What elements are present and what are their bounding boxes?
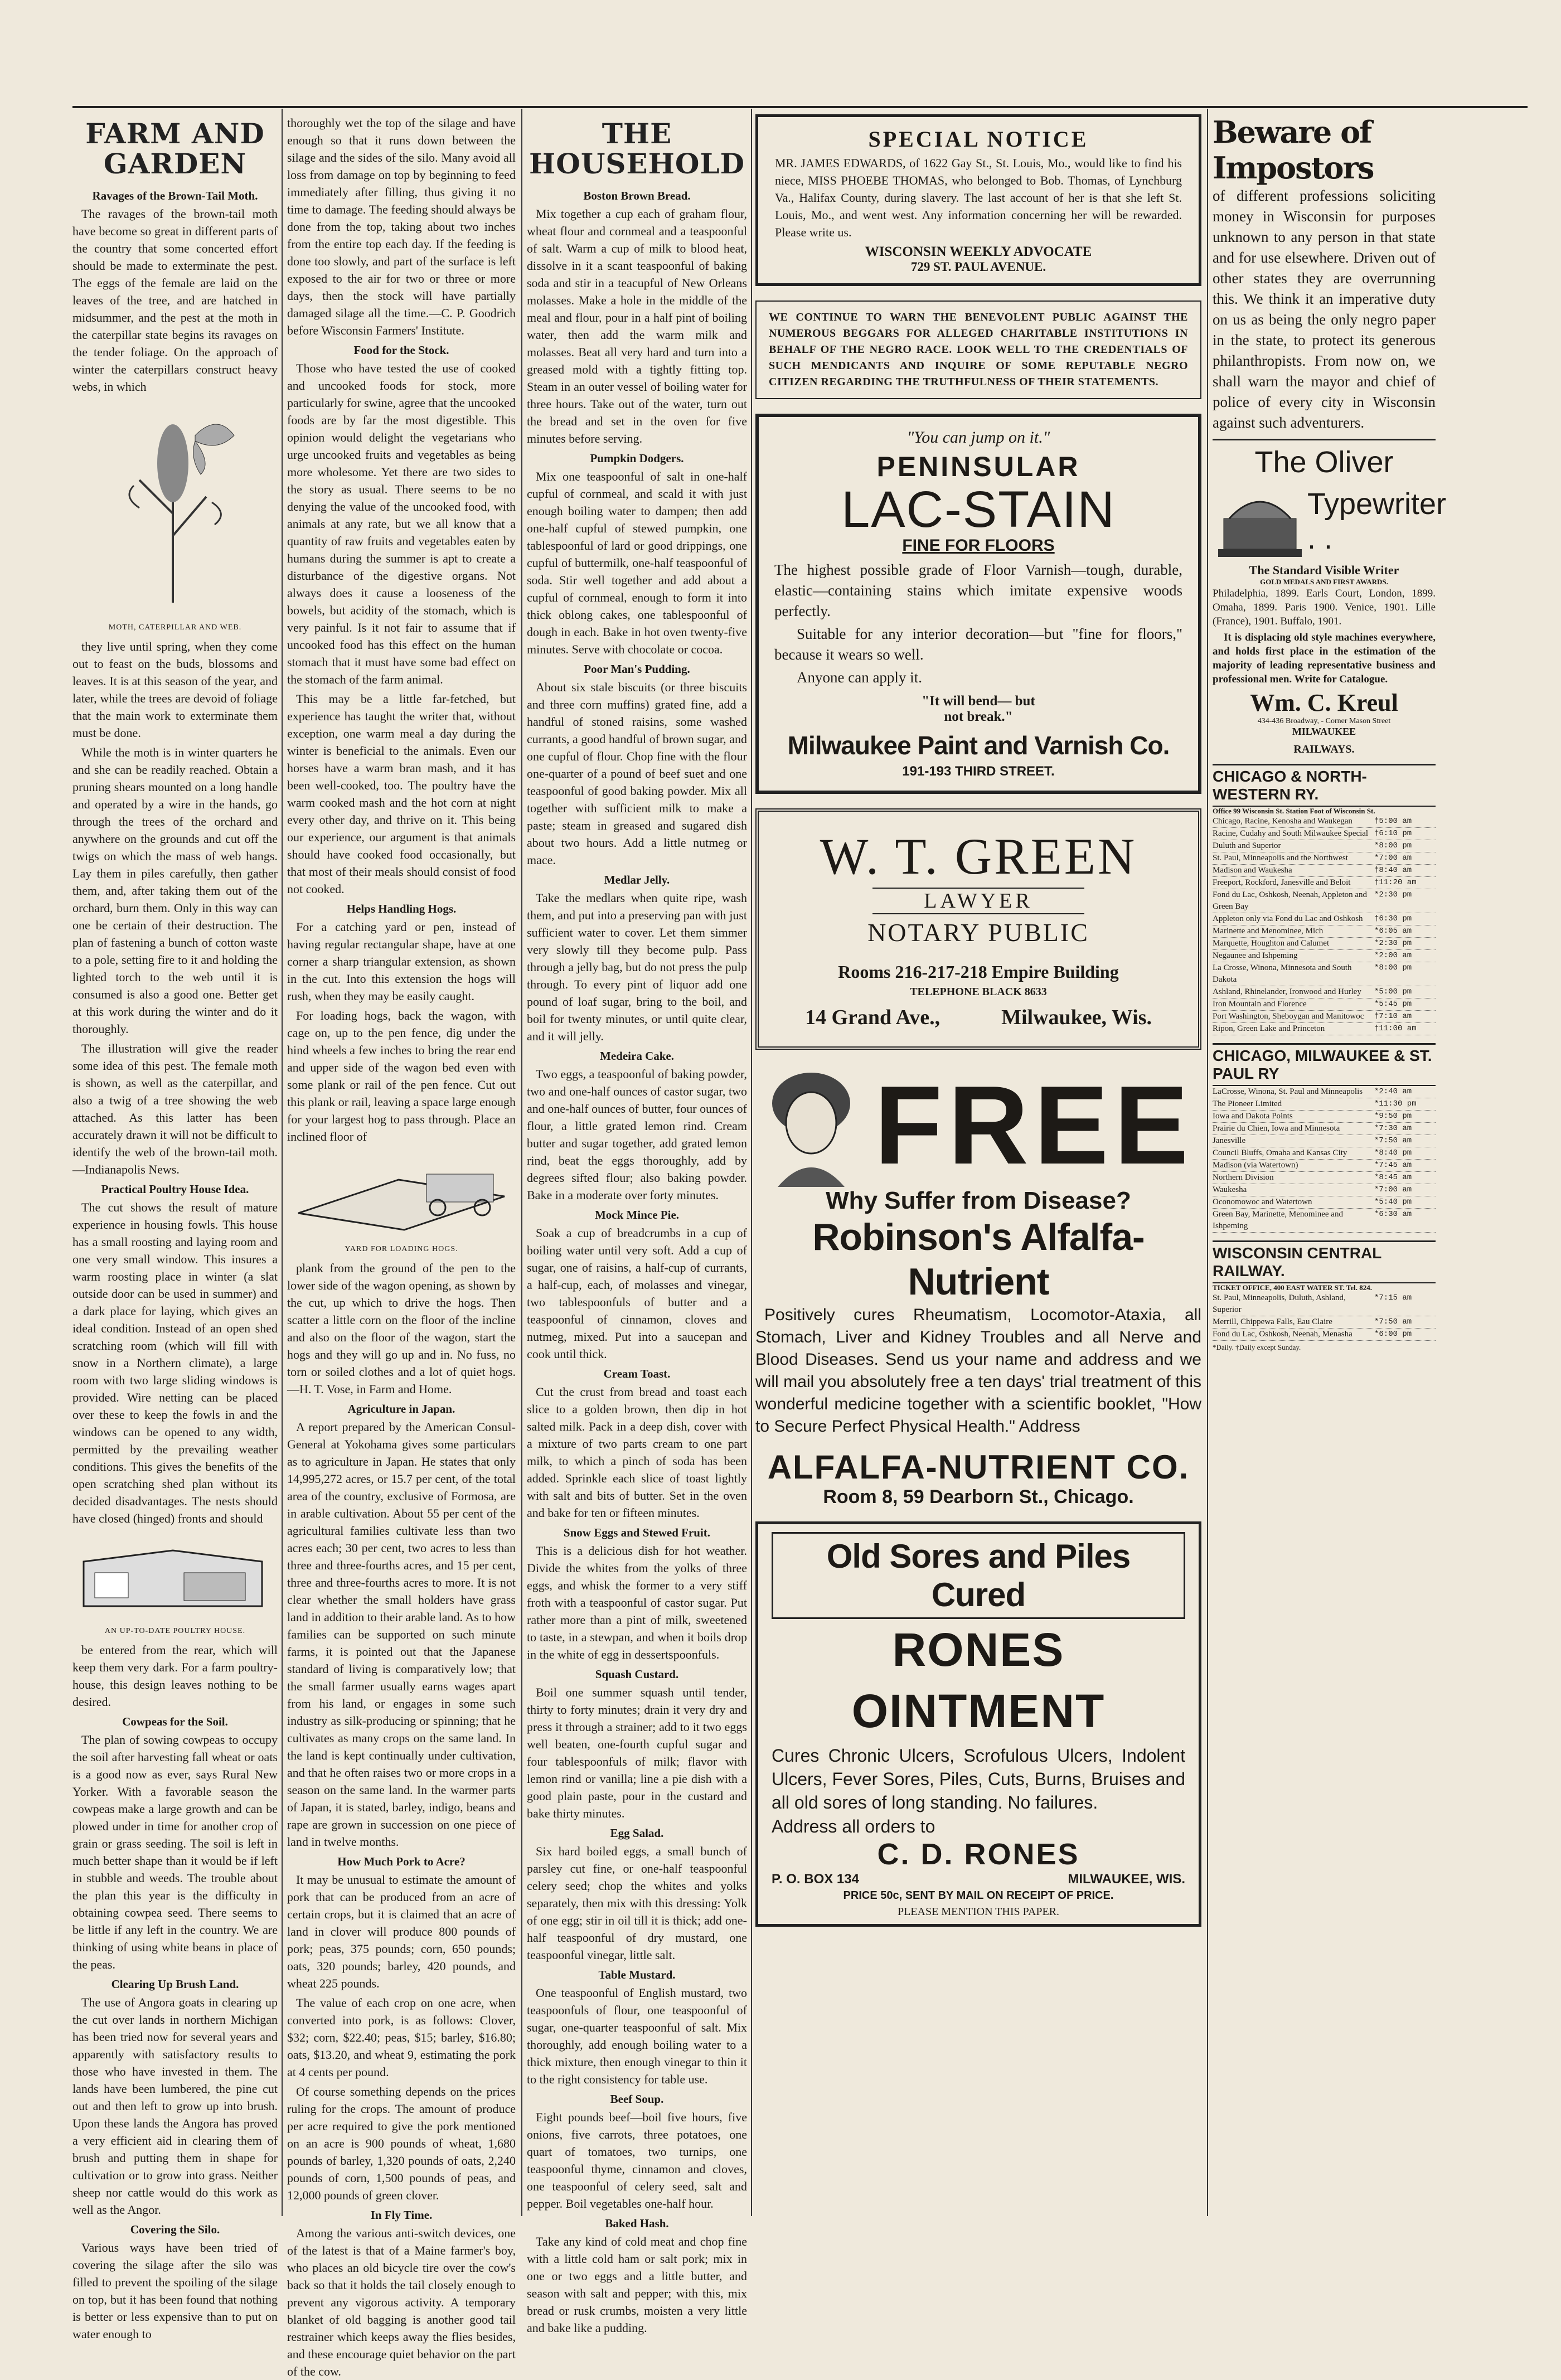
- departure-time: *7:00 am: [1374, 854, 1412, 862]
- timetable-row: [1213, 1209, 1436, 1233]
- recipe-title: Mock Mince Pie.: [594, 1208, 680, 1221]
- ad-product: RONES OINTMENT: [851, 1623, 1106, 1737]
- departure-time: *6:30 am: [1374, 1210, 1412, 1219]
- station-name: Prairie du Chien, Iowa and Minnesota: [1213, 1124, 1340, 1133]
- station-name: Janesville: [1213, 1136, 1246, 1145]
- ad-address: 14 Grand Ave.,: [805, 1006, 941, 1029]
- departure-time: *2:40 am: [1374, 1087, 1412, 1096]
- railway-footnote: *Daily. †Daily except Sunday.: [1213, 1343, 1301, 1351]
- column-advertisements: [755, 114, 1201, 2216]
- station-name: La Crosse, Winona, Minnesota and South Dakota: [1213, 963, 1352, 984]
- departure-time: †6:10 pm: [1374, 829, 1412, 838]
- station-name: Marquette, Houghton and Calumet: [1213, 939, 1330, 948]
- ad-header-row: [755, 1064, 1201, 1187]
- ad-text: Positively cures Rheumatism, Locomotor-Ataxia, all Stomach, Liver and Kidney Troubles and all Nerve and Blood Diseases. Send us your name and address and we will mail you absolutely free a ten days' trial treatment of this wonderful medicine together with a scientific booklet, "How to Secure Perfect Physical Health." Address: [755, 1306, 1201, 1436]
- timetable-row: [1213, 998, 1436, 1011]
- column-household: [527, 114, 747, 2335]
- recipe-text: Take any kind of cold meat and chop fine with a little cold ham or salt pork; mix in one or two eggs and a little butter, and season with salt and pepper; with this, mix bread or rusk crumbs, moisten a very little and bake like a pudding.: [527, 2234, 747, 2335]
- ad-headline: FREE: [874, 1063, 1194, 1187]
- station-name: Northern Division: [1213, 1173, 1274, 1182]
- departure-time: *9:50 pm: [1374, 1112, 1412, 1121]
- timetable-row: [1213, 828, 1436, 840]
- recipe-title: Table Mustard.: [598, 1968, 676, 1981]
- recipe-text: Mix together a cup each of graham flour, wheat flour and cornmeal and a teaspoonful of salt. Warm a cup of milk to blood heat, dissolve in it a scant teaspoonful of baking soda and stir in a teacupful of New Orleans molasses. Make a hole in the middle of the meal and flour, pour in a half pint of boiling water, then add the warm milk and molasses. Beat all very hard and turn into a greased mold with a tightly fitting top. Steam in an outer vessel of boiling water for three hours. Take out of the water, turn out the bread and set in the oven for five minutes before serving.: [527, 207, 747, 445]
- timetable-row: [1213, 962, 1436, 986]
- article-text: For a catching yard or pen, instead of having regular rectangular shape, have at one corner a sharp triangular extension, as shown in the cut. Into this extension the hogs will rush, when they may be easily caught.: [287, 920, 516, 1003]
- ad-address: 434-436 Broadway, - Corner Mason Street: [1257, 717, 1391, 725]
- ad-title: LAWYER: [872, 888, 1084, 914]
- ad-awards: Philadelphia, 1899. Earls Court, London, 1899. Omaha, 1899. Paris 1900. Venice, 1901. Lille (France), 1901. Buffalo, 1901.: [1213, 588, 1436, 627]
- recipe-text: Eight pounds beef—boil five hours, five onions, five carrots, three potatoes, one quart of tomatoes, two turnips, one teaspoonful thyme, cinnamon and cloves, one teaspoonful of celery seed, salt and pepper. Boil vegetables one-half hour.: [527, 2110, 747, 2211]
- station-name: Iowa and Dakota Points: [1213, 1112, 1293, 1121]
- station-name: Marinette and Menominee, Mich: [1213, 927, 1324, 935]
- railway-timetable: [1213, 816, 1436, 1035]
- special-notice-ad: [755, 114, 1201, 286]
- column-farm-garden: [72, 114, 278, 2341]
- station-name: Council Bluffs, Omaha and Kansas City: [1213, 1148, 1347, 1157]
- departure-time: *7:30 am: [1374, 1124, 1412, 1133]
- departure-time: †11:00 am: [1374, 1024, 1417, 1033]
- ad-address: P. O. BOX 134: [772, 1872, 859, 1887]
- ad-tagline: FINE FOR FLOORS: [902, 536, 1055, 555]
- departure-time: *8:40 pm: [1374, 1148, 1412, 1157]
- railway-subtitle: Office 99 Wisconsin St. Station Foot of Wisconsin St.: [1213, 807, 1375, 815]
- station-name: Oconomowoc and Watertown: [1213, 1198, 1312, 1206]
- departure-time: *8:00 pm: [1374, 963, 1412, 972]
- notice-text: WE CONTINUE TO WARN THE BENEVOLENT PUBLIC AGAINST THE NUMEROUS BEGGARS FOR ALLEGED CHARITABLE INSTITUTIONS IN BEHALF OF THE NEGRO RACE. LOOK WELL TO THE CREDENTIALS OF SUCH MENDICANTS AND INQUIRE OF SOME REPUTABLE NEGRO CITIZEN REGARDING THE TRUTHFULNESS OF THEIR STATEMENTS.: [769, 311, 1188, 388]
- column-right: [1213, 114, 1447, 2216]
- station-name: Racine, Cudahy and South Milwaukee Special: [1213, 829, 1369, 838]
- recipe-title: Beef Soup.: [610, 2092, 664, 2106]
- railway-subtitle: TICKET OFFICE, 400 EAST WATER ST. Tel. 824.: [1213, 1283, 1372, 1292]
- ad-text: MR. JAMES EDWARDS, of 1622 Gay St., St. Louis, Mo., would like to find his niece, MISS PHOEBE THOMAS, who belonged to Bob. Thomas, of Lynchburg Va., Halifax County, during slavery. The last account of her is that she left St. Louis, Mo., and went west. Any information concerning her will be rewarded. Please write us.: [775, 156, 1182, 239]
- article-text: The illustration will give the reader some idea of this pest. The female moth is shown, as well as the caterpillar, and also a twig of a tree showing the web attached. As this latter has been accurately drawn it will not be difficult to identify the web of the brown-tail moth.—Indianapolis News.: [72, 1041, 278, 1176]
- article-title: Agriculture in Japan.: [347, 1402, 455, 1416]
- ad-company: C. D. RONES: [877, 1838, 1080, 1871]
- departure-time: *5:45 pm: [1374, 1000, 1412, 1009]
- timetable-row: [1213, 1023, 1436, 1035]
- article-text: Various ways have been tried of covering the silage after the silo was filled to prevent the spoiling of the silage on top, but it has been found that nothing is better or less expensive than to put on water enough to: [72, 2241, 278, 2341]
- station-name: Chicago, Racine, Kenosha and Waukegan: [1213, 817, 1352, 826]
- recipe-text: Cut the crust from bread and toast each slice to a golden brown, then dip in hot salted milk. Pack in a deep dish, cover with a mixture of two parts cream to one part milk, to which a pinch of soda has been added. Sprinkle each slice of toast lightly with salt and bits of butter. Set in the oven and bake for ten or fifteen minutes.: [527, 1385, 747, 1520]
- station-name: Madison (via Watertown): [1213, 1161, 1298, 1170]
- ad-product: LAC-STAIN: [841, 481, 1116, 538]
- railway-title: WISCONSIN CENTRAL RAILWAY.: [1213, 1240, 1436, 1283]
- timetable-row: [1213, 1329, 1436, 1341]
- recipe-text: Take the medlars when quite ripe, wash them, and put into a preserving pan with just sufficient water to cover. Let them simmer very slowly till they become pulp. Pass through a jelly bag, but do not press the pulp through. To every pint of liquor add one pound of loaf sugar, bring to the boil, and boil for twenty minutes, or until quite clear, and it will jelly.: [527, 891, 747, 1043]
- timetable-row: [1213, 1160, 1436, 1172]
- impostors-headline: Beware of Impostors: [1213, 114, 1374, 186]
- timetable-row: [1213, 840, 1436, 852]
- ad-name: W. T. GREEN: [820, 828, 1137, 885]
- ad-text: The highest possible grade of Floor Varnish—tough, durable, elastic—containing stains which imitate expensive woods perfectly.: [774, 561, 1182, 619]
- departure-time: †11:20 am: [1374, 878, 1417, 887]
- railways-heading: RAILWAYS.: [1293, 743, 1355, 755]
- station-name: Appleton only via Fond du Lac and Oshkosh: [1213, 914, 1363, 923]
- ad-city: Milwaukee, Wis.: [1001, 1006, 1152, 1029]
- ad-title: SPECIAL NOTICE: [868, 127, 1089, 152]
- top-rule: [72, 106, 1528, 108]
- article-title: Covering the Silo.: [130, 2223, 220, 2236]
- article-title: In Fly Time.: [370, 2208, 433, 2222]
- departure-time: *11:30 pm: [1374, 1099, 1417, 1108]
- woman-portrait-icon: [755, 1064, 867, 1187]
- departure-time: *2:30 pm: [1374, 939, 1412, 948]
- article-text: While the moth is in winter quarters he and she can be readily reached. Obtain a pruning shears mounted on a long handle and operated by a wire in the hands, go through the trees of the orchard and anywhere on the grounds and cut off the twigs on which the mass of web hangs. Lay them in piles carefully, then gather them, and, after taking them out of the orchard, burn them. Only in this way can one be certain of their destruction. The plan of fastening a bunch of cotton waste to a pole, setting fire to it and holding the lighted torch to the web until it is consumed is also a good one. Better get at this work during the winter and do it thoroughly.: [72, 745, 278, 1036]
- recipe-title: Poor Man's Pudding.: [584, 662, 690, 676]
- station-name: Duluth and Superior: [1213, 841, 1281, 850]
- departure-time: *7:50 am: [1374, 1317, 1412, 1326]
- rones-ointment-ad: [755, 1521, 1201, 1927]
- station-name: St. Paul, Minneapolis, Duluth, Ashland, Superior: [1213, 1293, 1346, 1314]
- article-text: The plan of sowing cowpeas to occupy the soil after harvesting fall wheat or oats is a good now as ever, says Rural New Yorker. With a favorable season the cowpeas make a large growth and can be plowed under in time for another crop of grain or grass seeding. The soil is left in much better shape than it would be if left in stubble and weeds. The trouble about the plan this year is the difficulty in obtaining cowpea seed. There seems to be little if any left in the country. We are thinking of using white beans in place of the peas.: [72, 1733, 278, 1971]
- recipe-title: Squash Custard.: [595, 1668, 679, 1681]
- departure-time: *6:00 pm: [1374, 1330, 1412, 1339]
- departure-time: *2:30 pm: [1374, 890, 1412, 899]
- article-title: Cowpeas for the Soil.: [122, 1715, 228, 1728]
- recipe-title: Pumpkin Dodgers.: [590, 452, 684, 465]
- alfalfa-ad: [755, 1064, 1201, 1508]
- ad-title: The Oliver: [1254, 445, 1394, 479]
- timetable-row: [1213, 1011, 1436, 1023]
- article-text: The use of Angora goats in clearing up the cut over lands in northern Michigan has been tried now for several years and apparently with satisfactory results to those who have invested in them. The lands have been lumbered, the pine cut out and then left to grow up into brush. Upon these lands the Angora has proved a very efficient aid in clearing them of brush and putting them in shape for cultivation or to grow into grass. Neither sheep nor cattle would do this work as well as the Angor.: [72, 1995, 278, 2217]
- recipe-text: Soak a cup of breadcrumbs in a cup of boiling water until very soft. Add a cup of sugar, one of raisins, a half-cup of currants, a half-cup, each, of molasses and vinegar, two tablespoonfuls of butter and a teaspoonful of cinnamon, cloves and nutmeg, mixed. Put into a saucepan and cook until thick.: [527, 1226, 747, 1361]
- ad-mention: PLEASE MENTION THIS PAPER.: [897, 1906, 1060, 1918]
- ad-title: NOTARY PUBLIC: [867, 918, 1089, 947]
- ad-address-row: [774, 1005, 1182, 1030]
- timetable-row: [1213, 1123, 1436, 1135]
- ad-text: Cures Chronic Ulcers, Scrofulous Ulcers, Indolent Ulcers, Fever Sores, Piles, Cuts, Burns, Bruises and all old sores of long standing. No failures.: [772, 1746, 1185, 1812]
- station-name: Green Bay, Marinette, Menominee and Ishpeming: [1213, 1210, 1343, 1230]
- recipe-title: Egg Salad.: [610, 1826, 664, 1840]
- recipe-text: This is a delicious dish for hot weather. Divide the whites from the yolks of three eggs, and whisk the former to a very stiff froth with a teaspoonful of castor sugar. Put rather more than a pint of milk, sweetened to taste, in a stewpan, and when it boils drop in the white of egg in dessertspoonfuls.: [527, 1544, 747, 1661]
- ad-price: PRICE 50c, SENT BY MAIL ON RECEIPT OF PRICE.: [843, 1889, 1114, 1902]
- article-text: The value of each crop on one acre, when converted into pork, is as follows: Clover, $32; corn, $22.40; peas, $15; barley, $16.80; oats, $13.20, and wheat 9, estimating the pork at 4 cents per pound.: [287, 1996, 516, 2079]
- article-text: Those who have tested the use of cooked and uncooked foods for stock, more particularly for swine, agree that the uncooked foods are by far the most digestible. This opinion would delight the vegetarians who urge uncooked fruits and vegetables as being more wholesome. Yet there are two sides to the story as usual. There seems to be no denying the value of the uncooked food, with animals at any rate, but we all know that a quantity of raw fruits and vegetables eaten by humans during the summer is apt to create a disturbance of the digestive organs. Not always does it cause a looseness of the bowels, but acidity of the stomach, which is very painful. Is it not fair to assume that if uncooked food has this effect on the human stomach that it must have some bad effect on the stomach of the farm animal.: [287, 361, 516, 686]
- railway-timetable: [1213, 1086, 1436, 1233]
- warning-notice: [755, 300, 1201, 399]
- timetable-row: [1213, 1172, 1436, 1184]
- article-text: It may be unusual to estimate the amount of pork that can be produced from an acre of certain crops, but it is claimed that an acre of land in clover will produce 800 pounds of pork; peas, 375 pounds; corn, 650 pounds; oats, 320 pounds; barley, 420 pounds, and wheat 225 pounds.: [287, 1873, 516, 1990]
- lawyer-ad: [755, 808, 1201, 1050]
- timetable-row: [1213, 865, 1436, 877]
- hog-yard-illustration: [287, 1152, 510, 1235]
- ad-signature: WISCONSIN WEEKLY ADVOCATE: [865, 244, 1092, 259]
- column-rule: [1207, 109, 1208, 2216]
- departure-time: †5:00 am: [1374, 817, 1412, 826]
- ad-address-row: [772, 1872, 1185, 1887]
- recipe-title: Medeira Cake.: [600, 1049, 674, 1063]
- station-name: Iron Mountain and Florence: [1213, 1000, 1307, 1009]
- ad-awards-head: GOLD MEDALS AND FIRST AWARDS.: [1260, 578, 1388, 586]
- station-name: Fond du Lac, Oshkosh, Neenah, Menasha: [1213, 1330, 1352, 1339]
- station-name: Merrill, Chippewa Falls, Eau Claire: [1213, 1317, 1332, 1326]
- station-name: St. Paul, Minneapolis and the Northwest: [1213, 854, 1348, 862]
- station-name: Waukesha: [1213, 1185, 1247, 1194]
- recipe-title: Cream Toast.: [603, 1367, 671, 1380]
- station-name: Freeport, Rockford, Janesville and Beloit: [1213, 878, 1351, 887]
- article-text: The ravages of the brown-tail moth have become so great in different parts of the country that some concerted effort should be made to exterminate the pest. The eggs of the female are laid on the leaves of the tree, and are hatched in midsummer, and the pest at the moth in the caterpillar state begins its ravages on the tender foliage. On the approach of winter the caterpillars construct heavy webs, in which: [72, 207, 278, 394]
- recipe-title: Medlar Jelly.: [604, 873, 670, 886]
- ad-text: Anyone can apply it.: [797, 669, 922, 686]
- typewriter-icon: [1213, 479, 1307, 563]
- impostors-notice: [1213, 186, 1436, 433]
- departure-time: *8:00 pm: [1374, 841, 1412, 850]
- ad-company: Milwaukee Paint and Varnish Co.: [787, 731, 1170, 760]
- article-text: For loading hogs, back the wagon, with cage on, up to the pen fence, dig under the hind wheels a few inches to bring the rear end and upper side of the wagon bed even with some plank or rail of the pen fence. Cut out this plank or rail, leaving a space large enough for your largest hog to pass through. Place an inclined floor of: [287, 1009, 516, 1143]
- station-name: Negaunee and Ishpeming: [1213, 951, 1298, 960]
- timetable-row: [1213, 816, 1436, 828]
- ad-quote: "You can jump on it.": [906, 428, 1050, 447]
- recipe-text: About six stale biscuits (or three biscuits and three corn muffins) grated fine, add a handful of stoned raisins, some washed currants, a good handful of brown sugar, and one cupful of flour. Chop fine with the flour one-quarter of a pound of beef suet and one teaspoonful of good baking powder. Mix all together with sufficient milk to make a paste; steam in greased and sugared dish about two hours. Add a little nutmeg or mace.: [527, 680, 747, 867]
- departure-time: †6:30 pm: [1374, 914, 1412, 923]
- poultry-house-illustration: [72, 1534, 273, 1617]
- railway-title: CHICAGO & NORTH-WESTERN RY.: [1213, 764, 1436, 807]
- station-name: Madison and Waukesha: [1213, 866, 1292, 875]
- station-name: LaCrosse, Winona, St. Paul and Minneapolis: [1213, 1087, 1363, 1096]
- article-title: How Much Pork to Acre?: [337, 1855, 466, 1868]
- timetable-row: [1213, 852, 1436, 865]
- article-text: plank from the ground of the pen to the lower side of the wagon opening, as shown by the cut, up which to drive the hogs. Then scatter a little corn on the floor of the incline and also on the floor of the wagon, start the hogs and they will go up and in. No fuss, no torn or soiled clothes and a lot of quiet hogs.—H. T. Vose, in Farm and Home.: [287, 1261, 516, 1396]
- ad-city: MILWAUKEE, WIS.: [1068, 1872, 1185, 1887]
- timetable-row: [1213, 1292, 1436, 1316]
- oliver-typewriter-ad: [1213, 439, 1447, 738]
- timetable-row: [1213, 950, 1436, 962]
- departure-time: *7:00 am: [1374, 1185, 1412, 1194]
- station-name: Port Washington, Sheboygan and Manitowoc: [1213, 1012, 1364, 1021]
- ad-quote: "It will bend— but not break.": [922, 694, 1035, 724]
- ad-address: 191-193 THIRD STREET.: [902, 764, 1055, 779]
- article-text: The cut shows the result of mature experience in housing fowls. This house has a small roosting and laying room and one very small window. This insures a warm roosting place in winter (a slat outside door can be used in summer) and a dark place for laying, which gives an ideal condition. Instead of an open shed scratching room (which will fill with snow in a Northern climate), a large room with two large sliding windows is provided. Wire netting can be placed over these to keep the fowls in and the windows can be opened to any width, permitted by the prevailing weather conditions. This gives the benefits of the open scratching shed plan without its decided disadvantages. The nests should have closed (hinged) fronts and should: [72, 1200, 278, 1525]
- timetable-row: [1213, 1184, 1436, 1196]
- timetable-row: [1213, 1086, 1436, 1098]
- article-text: Of course something depends on the prices ruling for the crops. The amount of produce per acre required to give the pork mentioned on an acre is 900 pounds of wheat, 1,680 pounds of barley, 1,320 pounds of oats, 2,240 pounds of corn, 1,500 pounds of peas, and 12,000 pounds of green clover.: [287, 2085, 516, 2202]
- ad-headline: Old Sores and Piles Cured: [772, 1532, 1185, 1619]
- timetable-row: [1213, 938, 1436, 950]
- notice-text: of different professions soliciting money in Wisconsin for purposes unknown to any person in that state and for use elsewhere. Driven out of other states they are overrunning this. We think it an imperative duty on us as being the only negro paper in the state, to protect its generous philanthropists. From now on, we shall warn the mayor and chief of police of every city in Wisconsin against such adventurers.: [1213, 187, 1436, 431]
- timetable-row: [1213, 877, 1436, 889]
- timetable-row: [1213, 889, 1436, 913]
- recipe-text: Mix one teaspoonful of salt in one-half cupful of cornmeal, and scald it with just enough boiling water to dampen; then add one-half cupful of stewed pumpkin, one tablespoonful of lard or good drippings, one cupful of buttermilk, one-half teaspoonful of soda. Stir well together and add about a cupful of cornmeal, enough to form it into thick oblong cakes, one tablespoonful of dough in each. Bake in hot oven twenty-five minutes. Serve with chocolate or cocoa.: [527, 469, 747, 656]
- recipe-text: One teaspoonful of English mustard, two teaspoonfuls of flour, one teaspoonful of sugar, one-quarter teaspoonful of salt. Mix thoroughly, add enough boiling water to a thick mixture, then enough vinegar to thin it to the right consistency for table use.: [527, 1986, 747, 2086]
- article-title: Food for the Stock.: [353, 343, 449, 357]
- moth-illustration: [72, 402, 273, 614]
- ad-address: Room 8, 59 Dearborn St., Chicago.: [823, 1486, 1134, 1508]
- railway-timetable: [1213, 1292, 1436, 1341]
- ad-text: It is displacing old style machines everywhere, and holds first place in the estimation of the majority of leading representative business and professional men. Write for Catalogue.: [1213, 632, 1436, 685]
- figure-caption: YARD FOR LOADING HOGS.: [345, 1245, 458, 1253]
- column-rule: [751, 109, 752, 2216]
- timetable-row: [1213, 1147, 1436, 1160]
- column-farm-continued: [287, 114, 516, 2378]
- timetable-row: [1213, 913, 1436, 925]
- station-name: Ashland, Rhinelander, Ironwood and Hurley: [1213, 987, 1361, 996]
- timetable-row: [1213, 986, 1436, 998]
- article-text: they live until spring, when they come out to feast on the buds, blossoms and leaves. It is at this season of the year, and later, while the trees are devoid of foliage that the main work to exterminate them must be done.: [72, 639, 278, 740]
- timetable-row: [1213, 925, 1436, 938]
- article-title: Clearing Up Brush Land.: [111, 1977, 239, 1991]
- departure-time: *5:00 pm: [1374, 987, 1412, 996]
- timetable-row: [1213, 1196, 1436, 1209]
- ad-header-row: [1213, 479, 1447, 563]
- recipe-text: Six hard boiled eggs, a small bunch of parsley cut fine, or one-half teaspoonful celery seed; chop the whites and yolks separately, then mix with this dressing: Yolk of one egg; stir in oil till it is thick; add one-half teaspoonful of dry mustard, one teaspoonful vinegar, little salt.: [527, 1844, 747, 1962]
- article-text: This may be a little far-fetched, but experience has taught the writer that, without exception, one warm meal a day during the winter is beneficial to the animals. Even our horses have a warm bran mash, and it has been well-cooked, too. The poultry have the warm cooked mash and the hot corn at night every other day, and thrive on it. This being our experience, our argument is that animals should have cooked food occasionally, but that most of their meals should consist of food not cooked.: [287, 692, 516, 896]
- ad-text: Suitable for any interior decoration—but "fine for floors," because it wears so well.: [774, 626, 1182, 663]
- lac-stain-ad: [755, 414, 1201, 794]
- departure-time: *5:40 pm: [1374, 1198, 1412, 1206]
- recipe-title: Boston Brown Bread.: [583, 189, 691, 202]
- ad-company: ALFALFA-NUTRIENT CO.: [767, 1448, 1190, 1486]
- ad-brand: PENINSULAR: [876, 451, 1080, 482]
- departure-time: *7:45 am: [1374, 1161, 1412, 1170]
- farm-garden-heading: FARM AND GARDEN: [85, 117, 265, 180]
- ad-product: Robinson's Alfalfa-Nutrient: [812, 1216, 1145, 1303]
- article-title: Helps Handling Hogs.: [346, 902, 457, 915]
- station-name: The Pioneer Limited: [1213, 1099, 1282, 1108]
- timetable-row: [1213, 1098, 1436, 1111]
- departure-time: *8:45 am: [1374, 1173, 1412, 1182]
- departure-time: *7:15 am: [1374, 1293, 1412, 1302]
- ad-text: Address all orders to: [772, 1816, 935, 1836]
- railway-title: CHICAGO, MILWAUKEE & ST. PAUL RY: [1213, 1043, 1436, 1086]
- figure-caption: AN UP-TO-DATE POULTRY HOUSE.: [104, 1627, 246, 1635]
- departure-time: *7:50 am: [1374, 1136, 1412, 1145]
- station-name: Ripon, Green Lake and Princeton: [1213, 1024, 1325, 1033]
- ad-tagline: The Standard Visible Writer: [1249, 563, 1399, 577]
- article-text: Among the various anti-switch devices, one of the latest is that of a Maine farmer's boy, who places an old bicycle tire over the cow's back so that it holds the tail closely enough to prevent any vigorous activity. A temporary blanket of old bagging is another good tail restrainer which keeps away the flies besides, and these encourage quiet behavior on the part of the cow.: [287, 2226, 516, 2378]
- departure-time: *6:05 am: [1374, 927, 1412, 935]
- recipe-title: Baked Hash.: [605, 2217, 669, 2230]
- article-text: A report prepared by the American Consul-General at Yokohama gives some particulars as to agriculture in Japan. He states that only 14,995,272 acres, or 15.7 per cent, of the total area of the country, exclusive of Formosa, are in arable cultivation. About 55 per cent of the agricultural families cultivate less than two acres each; 30 per cent, two acres to less than three and three-fourths acres, and 15 per cent, three and three-fourths acres to more. It is not clear whether the small holders have grass land in addition to their arable land. As to how families can be supported on such minute farms, it is pointed out that the Japanese standard of living is comparatively low; that the small farmer usually earns wages apart from his land, or engages in some such industry as silk-producing or spinning; that he cultivates as many crops on the same land. In the land is kept continually under cultivation, and that he often raises two or more crops in a season on the same land. In the warmer parts of Japan, it is stated, barley, indigo, beans and rape are grown in succession on one piece of land in twelve months.: [287, 1420, 516, 1849]
- household-heading: THE HOUSEHOLD: [529, 117, 745, 180]
- figure-caption: MOTH, CATERPILLAR AND WEB.: [108, 623, 242, 632]
- ad-signature: 729 ST. PAUL AVENUE.: [910, 260, 1046, 274]
- article-title: Ravages of the Brown-Tail Moth.: [92, 189, 258, 202]
- recipe-text: Boil one summer squash until tender, thirty to forty minutes; drain it very dry and press it through a strainer; add to it two eggs well beaten, one-fourth cupful sugar and four tablespoonfuls of milk; flavor with lemon rind or vanilla; line a pie dish with a good plain paste, pour in the custard and bake thirty minutes.: [527, 1685, 747, 1820]
- ad-question: Why Suffer from Disease?: [826, 1187, 1131, 1214]
- article-title: Practical Poultry House Idea.: [101, 1182, 249, 1196]
- recipe-text: Two eggs, a teaspoonful of baking powder, two and one-half ounces of castor sugar, two and one-half ounces of butter, four ounces of flour, a little grated lemon rind. Cream butter and sugar together, add grated lemon rind, beat the eggs thoroughly, add by degrees sifted flour; also baking powder. Bake in a moderate over forty minutes.: [527, 1067, 747, 1202]
- article-text: be entered from the rear, which will keep them very dark. For a farm poultry-house, this design leaves nothing to be desired.: [72, 1643, 278, 1709]
- ad-title: Typewriter . .: [1307, 487, 1447, 555]
- column-rule: [521, 109, 522, 2216]
- ad-address: Rooms 216-217-218 Empire Building: [838, 962, 1119, 982]
- departure-time: *2:00 am: [1374, 951, 1412, 960]
- ad-city: MILWAUKEE: [1292, 726, 1356, 737]
- departure-time: †7:10 am: [1374, 1012, 1412, 1021]
- timetable-row: [1213, 1135, 1436, 1147]
- timetable-row: [1213, 1111, 1436, 1123]
- station-name: Fond du Lac, Oshkosh, Neenah, Appleton and Green Bay: [1213, 890, 1368, 911]
- recipe-title: Snow Eggs and Stewed Fruit.: [563, 1526, 711, 1539]
- column-rule: [282, 109, 283, 2216]
- ad-phone: TELEPHONE BLACK 8633: [910, 986, 1047, 998]
- ad-dealer: Wm. C. Kreul: [1250, 689, 1398, 716]
- timetable-row: [1213, 1316, 1436, 1329]
- departure-time: †8:40 am: [1374, 866, 1412, 875]
- article-text: thoroughly wet the top of the silage and have enough so that it runs down between the silage and the sides of the silo. Many avoid all loss from damage on top by beginning to feed immediately after filling, thus giving it no time to damage. The feeding should always be done from the top, taking about two inches from the entire top each day. If the feeding is done too slowly, and part of the surface is left exposed to the air for two or three or more days, then the stock will have partially damaged silage all the time.—C. P. Goodrich before Wisconsin Farmers' Institute.: [287, 116, 516, 337]
